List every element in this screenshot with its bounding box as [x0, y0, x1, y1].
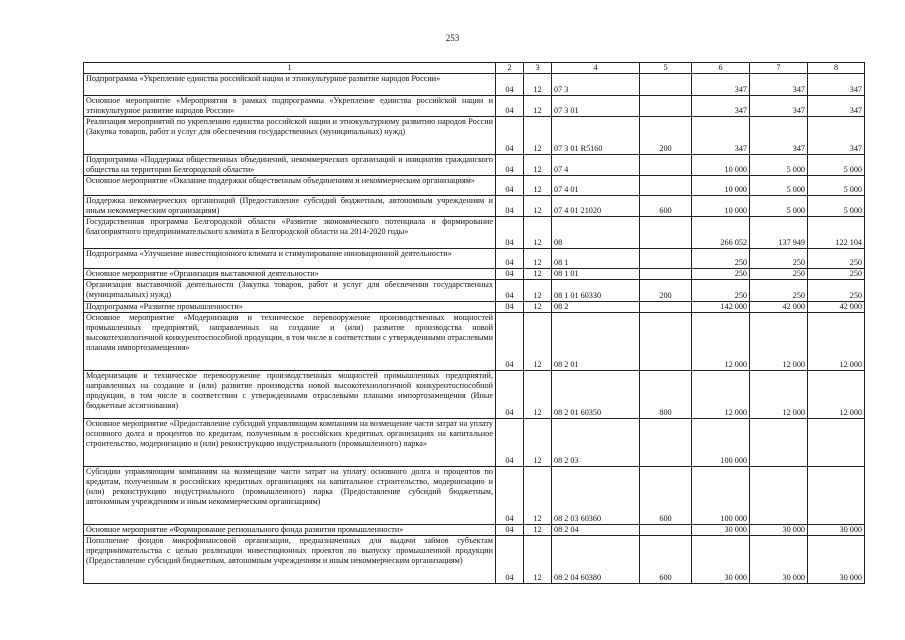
table-row [84, 536, 865, 584]
table-row [84, 467, 865, 525]
row-name: Основное мероприятие «Мероприятия в рамках подпрограммы «Укрепление единства российской нации и этнокультурное развитие народов России» [84, 96, 496, 117]
subsection-code: 12 [524, 249, 552, 269]
table-row [84, 302, 865, 313]
amount-year-2: 42 000 [750, 302, 808, 313]
target-article-code: 08 1 01 [552, 269, 640, 280]
amount-year-2: 12 000 [750, 313, 808, 371]
table-header-row [84, 63, 865, 74]
table-row [84, 249, 865, 269]
amount-year-3: 30 000 [808, 536, 865, 584]
row-name: Субсидии управляющим компаниям на возмещение части затрат на уплату основного долга и процентов по кредитам, полученным в российских кредитных организациях на капитальное строительство, модернизацию и (или) реконструкцию индустриального (промышленного) парка (Предоставление субсидий бюджетным, автономным учреждениям и иным некоммерческим организациям) [84, 467, 496, 525]
subsection-code: 12 [524, 96, 552, 117]
table-row [84, 117, 865, 155]
amount-year-3 [808, 467, 865, 525]
section-code: 04 [496, 419, 524, 467]
table-row [84, 313, 865, 371]
expense-type-code [640, 74, 692, 96]
subsection-code: 12 [524, 302, 552, 313]
section-code: 04 [496, 249, 524, 269]
row-name: Подпрограмма «Улучшение инвестиционного климата и стимулирование инновационной деятельности» [84, 249, 496, 269]
amount-year-1: 100 000 [692, 467, 750, 525]
target-article-code: 08 2 [552, 302, 640, 313]
row-name: Модернизация и техническое перевооружение производственных мощностей промышленных предприятий, направленных на создание и (или) развитие производства новой высокотехнологичной конкурентоспособной продукции, в том числе в соответствии с утвержденными отраслевыми планами импортозамещения (Иные бюджетные ассигнования) [84, 371, 496, 419]
target-article-code: 07 4 01 [552, 176, 640, 196]
expense-type-code [640, 155, 692, 176]
amount-year-2: 5 000 [750, 176, 808, 196]
budget-table [83, 62, 865, 584]
amount-year-2: 30 000 [750, 536, 808, 584]
target-article-code: 08 2 01 [552, 313, 640, 371]
section-code: 04 [496, 371, 524, 419]
expense-type-code [640, 419, 692, 467]
section-code: 04 [496, 269, 524, 280]
row-name: Поддержка некоммерческих организаций (Предоставление субсидий бюджетным, автономным учреждениям и иным некоммерческим организациям) [84, 196, 496, 217]
subsection-code: 12 [524, 280, 552, 302]
amount-year-2: 347 [750, 96, 808, 117]
subsection-code: 12 [524, 269, 552, 280]
target-article-code: 07 4 01 21020 [552, 196, 640, 217]
target-article-code: 08 2 04 60380 [552, 536, 640, 584]
section-code: 04 [496, 536, 524, 584]
section-code: 04 [496, 74, 524, 96]
amount-year-2: 5 000 [750, 196, 808, 217]
expense-type-code: 200 [640, 280, 692, 302]
amount-year-1: 10 000 [692, 196, 750, 217]
amount-year-3: 5 000 [808, 196, 865, 217]
row-name: Государственная программа Белгородской области «Развитие экономического потенциала и формирование благоприятного предпринимательского климата в Белгородской области на 2014-2020 годы» [84, 217, 496, 249]
subsection-code: 12 [524, 536, 552, 584]
row-name: Основное мероприятие «Модернизация и техническое перевооружение производственных мощностей промышленных предприятий, направленных на создание и (или) развитие производства новой высокотехнологичной конкурентоспособной продукции, в том числе в соответствии с утвержденными отраслевыми планами импортозамещения» [84, 313, 496, 371]
amount-year-1: 100 000 [692, 419, 750, 467]
amount-year-1: 347 [692, 74, 750, 96]
expense-type-code [640, 176, 692, 196]
target-article-code: 08 2 03 60360 [552, 467, 640, 525]
table-body [84, 74, 865, 584]
subsection-code: 12 [524, 371, 552, 419]
amount-year-1: 12 000 [692, 371, 750, 419]
expense-type-code [640, 525, 692, 536]
row-name: Подпрограмма «Развитие промышленности» [84, 302, 496, 313]
column-header: 6 [692, 63, 750, 74]
amount-year-2: 250 [750, 269, 808, 280]
column-header: 3 [524, 63, 552, 74]
row-name: Основное мероприятие «Предоставление субсидий управляющим компаниям на возмещение части затрат на уплату основного долга и процентов по кредитам, полученным в российских кредитных организациях на капитальное строительство, модернизацию и (или) реконструкцию индустриального (промышленного) парка» [84, 419, 496, 467]
target-article-code: 07 3 [552, 74, 640, 96]
amount-year-1: 250 [692, 269, 750, 280]
column-header: 4 [552, 63, 640, 74]
amount-year-2: 250 [750, 249, 808, 269]
row-name: Подпрограмма «Поддержка общественных объединений, некоммерческих организаций и инициатив гражданского общества на территории Белгородской области» [84, 155, 496, 176]
section-code: 04 [496, 196, 524, 217]
column-header: 5 [640, 63, 692, 74]
amount-year-3: 5 000 [808, 155, 865, 176]
amount-year-3: 5 000 [808, 176, 865, 196]
table-row [84, 96, 865, 117]
expense-type-code [640, 249, 692, 269]
expense-type-code [640, 96, 692, 117]
section-code: 04 [496, 467, 524, 525]
target-article-code: 08 2 01 60350 [552, 371, 640, 419]
amount-year-1: 30 000 [692, 536, 750, 584]
section-code: 04 [496, 176, 524, 196]
amount-year-1: 250 [692, 280, 750, 302]
expense-type-code: 600 [640, 196, 692, 217]
row-name: Основное мероприятие «Оказание поддержки общественным объединениям и некоммерческим организациям» [84, 176, 496, 196]
subsection-code: 12 [524, 313, 552, 371]
target-article-code: 08 2 04 [552, 525, 640, 536]
subsection-code: 12 [524, 525, 552, 536]
amount-year-1: 142 000 [692, 302, 750, 313]
section-code: 04 [496, 525, 524, 536]
expense-type-code [640, 269, 692, 280]
subsection-code: 12 [524, 117, 552, 155]
expense-type-code [640, 302, 692, 313]
table-row [84, 155, 865, 176]
subsection-code: 12 [524, 176, 552, 196]
subsection-code: 12 [524, 74, 552, 96]
amount-year-1: 12 000 [692, 313, 750, 371]
table-row [84, 280, 865, 302]
section-code: 04 [496, 280, 524, 302]
amount-year-3: 347 [808, 74, 865, 96]
table-row [84, 525, 865, 536]
amount-year-1: 266 052 [692, 217, 750, 249]
amount-year-2: 137 949 [750, 217, 808, 249]
amount-year-3: 122 104 [808, 217, 865, 249]
amount-year-3: 347 [808, 117, 865, 155]
expense-type-code [640, 313, 692, 371]
amount-year-3: 42 000 [808, 302, 865, 313]
expense-type-code: 600 [640, 536, 692, 584]
amount-year-3: 12 000 [808, 371, 865, 419]
amount-year-1: 347 [692, 117, 750, 155]
amount-year-1: 30 000 [692, 525, 750, 536]
amount-year-2: 250 [750, 280, 808, 302]
table-row [84, 176, 865, 196]
amount-year-1: 10 000 [692, 176, 750, 196]
amount-year-3: 250 [808, 249, 865, 269]
section-code: 04 [496, 313, 524, 371]
target-article-code: 08 [552, 217, 640, 249]
row-name: Основное мероприятие «Формирование регионального фонда развития промышленности» [84, 525, 496, 536]
target-article-code: 08 2 03 [552, 419, 640, 467]
amount-year-2 [750, 419, 808, 467]
target-article-code: 07 4 [552, 155, 640, 176]
expense-type-code: 600 [640, 467, 692, 525]
amount-year-3: 30 000 [808, 525, 865, 536]
section-code: 04 [496, 117, 524, 155]
row-name: Организация выставочной деятельности (Закупка товаров, работ и услуг для обеспечения государственных (муниципальных) нужд) [84, 280, 496, 302]
section-code: 04 [496, 302, 524, 313]
row-name: Основное мероприятие «Организация выставочной деятельности» [84, 269, 496, 280]
expense-type-code [640, 217, 692, 249]
amount-year-1: 250 [692, 249, 750, 269]
target-article-code: 08 1 [552, 249, 640, 269]
expense-type-code: 200 [640, 117, 692, 155]
subsection-code: 12 [524, 467, 552, 525]
table-row [84, 196, 865, 217]
subsection-code: 12 [524, 217, 552, 249]
table-row [84, 74, 865, 96]
target-article-code: 08 1 01 60330 [552, 280, 640, 302]
amount-year-2: 12 000 [750, 371, 808, 419]
section-code: 04 [496, 217, 524, 249]
amount-year-3: 250 [808, 269, 865, 280]
column-header: 1 [84, 63, 496, 74]
row-name: Реализация мероприятий по укреплению единства российской нации и этнокультурному развитию народов России (Закупка товаров, работ и услуг для обеспечения государственных (муниципальных) нужд) [84, 117, 496, 155]
target-article-code: 07 3 01 R5160 [552, 117, 640, 155]
column-header: 2 [496, 63, 524, 74]
amount-year-3: 12 000 [808, 313, 865, 371]
amount-year-3: 250 [808, 280, 865, 302]
amount-year-2: 5 000 [750, 155, 808, 176]
section-code: 04 [496, 96, 524, 117]
amount-year-2 [750, 467, 808, 525]
column-header: 8 [808, 63, 865, 74]
amount-year-1: 10 000 [692, 155, 750, 176]
table-row [84, 371, 865, 419]
table-row [84, 217, 865, 249]
subsection-code: 12 [524, 419, 552, 467]
amount-year-3 [808, 419, 865, 467]
page-number: 253 [445, 33, 460, 43]
row-name: Подпрограмма «Укрепление единства российской нации и этнокультурное развитие народов России» [84, 74, 496, 96]
row-name: Пополнение фондов микрофинансовой организации, предназначенных для выдачи займов субъектам предпринимательства с целью реализации инвестиционных проектов по выпуску промышленной продукции (Предоставление субсидий бюджетным, автономным учреждениям и иным некоммерческим организациям) [84, 536, 496, 584]
subsection-code: 12 [524, 196, 552, 217]
table-row [84, 419, 865, 467]
subsection-code: 12 [524, 155, 552, 176]
target-article-code: 07 3 01 [552, 96, 640, 117]
column-header: 7 [750, 63, 808, 74]
amount-year-1: 347 [692, 96, 750, 117]
section-code: 04 [496, 155, 524, 176]
expense-type-code: 800 [640, 371, 692, 419]
amount-year-2: 30 000 [750, 525, 808, 536]
amount-year-3: 347 [808, 96, 865, 117]
amount-year-2: 347 [750, 74, 808, 96]
amount-year-2: 347 [750, 117, 808, 155]
table-row [84, 269, 865, 280]
